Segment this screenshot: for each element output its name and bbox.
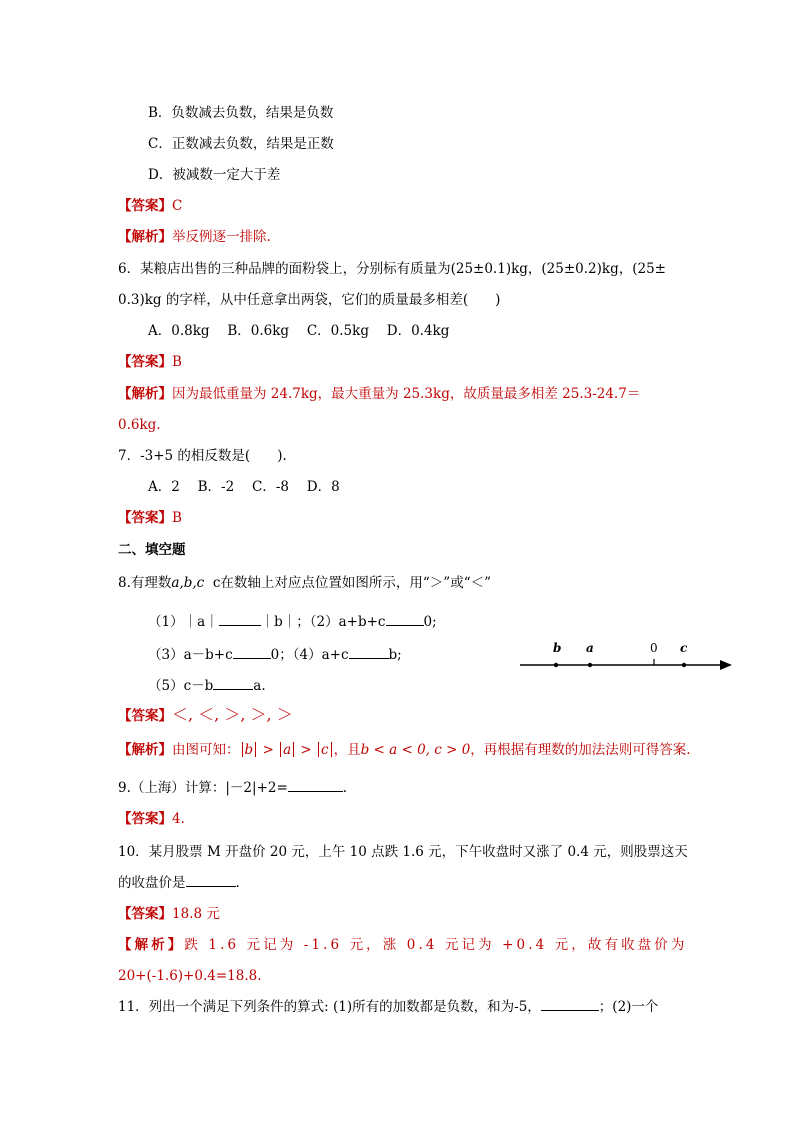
q8-p1a: （1）｜a｜	[148, 614, 219, 630]
q5-answer: C	[172, 198, 183, 214]
q10-analysis-line2: 20+(-1.6)+0.4=18.8.	[118, 968, 262, 984]
label-b: b	[553, 641, 562, 655]
q8-analysis-line	[118, 741, 691, 759]
q8-condition: b < a < 0, c > 0	[360, 742, 471, 758]
q5-option-c: C．正数减去负数，结果是正数	[148, 136, 334, 152]
q10-stem-line2	[118, 874, 240, 892]
answer-label: 【答案】	[118, 354, 172, 370]
q8-p3a: （5）c－b	[148, 678, 214, 694]
q8-stem-pre: 8.有理数	[118, 575, 172, 591]
q8-blank-4[interactable]	[349, 646, 389, 659]
q5-option-d: D．被减数一定大于差	[148, 167, 281, 183]
analysis-label: 【解析】	[118, 742, 172, 758]
q7-answer: B	[172, 510, 182, 526]
gt-2: >	[300, 742, 312, 758]
q8-part1	[148, 613, 437, 631]
number-line-figure	[520, 635, 735, 680]
q6-stem-line1: 6．某粮店出售的三种品牌的面粉袋上，分别标有质量为(25±0.1)kg，(25±0.2)kg，(25±	[118, 261, 666, 277]
section-title-fill-blank: 二、填空题	[118, 542, 186, 558]
q7-answer-line	[118, 509, 182, 527]
q8-blank-2[interactable]	[386, 613, 424, 626]
q8-stem-or: ”或“	[443, 575, 471, 591]
q8-p2a: （3）a－b+c	[148, 647, 233, 663]
abs-c: c	[321, 742, 329, 758]
q11-blank-1[interactable]	[541, 998, 599, 1011]
q8-stem-vars: a,b,c	[171, 575, 205, 591]
q7-stem: 7．-3+5 的相反数是( ).	[118, 448, 287, 464]
answer-label: 【答案】	[118, 510, 172, 526]
answer-label: 【答案】	[118, 906, 172, 922]
q6-analysis-line1	[118, 385, 640, 403]
answer-label: 【答案】	[118, 198, 172, 214]
q8-p3b: a.	[253, 678, 266, 694]
q6-options: A．0.8kg B．0.6kg C．0.5kg D．0.4kg	[148, 323, 450, 339]
q6-stem-line2: 0.3)kg 的字样，从中任意拿出两袋，它们的质量最多相差( )	[118, 292, 501, 308]
q10-stem-end: .	[235, 875, 240, 891]
q8-blank-3[interactable]	[233, 646, 271, 659]
q6-analysis-line2: 0.6kg.	[118, 417, 161, 433]
label-zero: 0	[650, 641, 658, 655]
q10-answer-line	[118, 905, 220, 923]
q11-stem-line	[118, 998, 658, 1016]
point-a	[588, 663, 592, 667]
q8-p1b: ｜b｜；（2）a+b+c	[260, 614, 386, 630]
q5-analysis: 举反例逐一排除.	[172, 229, 271, 245]
q9-blank[interactable]	[288, 779, 343, 792]
point-c	[682, 663, 686, 667]
q8-analysis-mid: ，且	[333, 742, 361, 758]
q10-blank[interactable]	[186, 874, 236, 887]
q10-analysis-1: 跌 1.6 元记为 -1.6 元，涨 0.4 元记为 +0.4 元，故有收盘价为	[184, 937, 688, 953]
q8-stem-mid: c在数轴上对应点位置如图所示，用“	[212, 575, 430, 591]
q9-answer-line	[118, 810, 185, 828]
point-b	[554, 663, 558, 667]
q9-stem-line	[118, 779, 347, 797]
q9-stem: 9.（上海）计算：|－2|+2=	[118, 780, 288, 796]
q8-blank-1[interactable]	[219, 613, 261, 626]
q5-answer-line	[118, 197, 182, 215]
abs-a: a	[283, 742, 292, 758]
q8-gt: ＞	[429, 575, 444, 591]
q8-p2b: 0；（4）a+c	[270, 647, 349, 663]
q9-answer: 4.	[172, 811, 185, 827]
analysis-label: 【解析】	[118, 386, 172, 402]
q6-analysis-1: 因为最低重量为 24.7kg，最大重量为 25.3kg，故质量最多相差 25.3-24.7＝	[172, 386, 641, 402]
q6-answer: B	[172, 354, 182, 370]
q8-answer: ＜, ＜, ＞, ＞, ＞	[172, 705, 293, 724]
q8-stem	[118, 574, 491, 592]
arrow-right-icon	[720, 660, 732, 670]
q10-answer: 18.8 元	[172, 906, 220, 922]
gt-1: >	[262, 742, 274, 758]
label-c: c	[680, 641, 688, 655]
abs-b: b	[244, 742, 254, 758]
q8-analysis-end: ，再根据有理数的加法法则可得答案.	[470, 742, 691, 758]
q9-stem-end: .	[342, 780, 348, 796]
q10-analysis-line1	[118, 936, 688, 954]
q5-option-b: B．负数减去负数，结果是负数	[148, 105, 334, 121]
answer-label: 【答案】	[118, 811, 172, 827]
q7-options: A．2 B．-2 C．-8 D．8	[148, 479, 340, 495]
q8-answer-line	[118, 706, 293, 725]
q8-part2	[148, 646, 402, 664]
label-a: a	[586, 641, 594, 655]
q8-p1c: 0;	[423, 614, 437, 630]
q11-stem-end: ；(2)一个	[598, 999, 659, 1015]
analysis-label: 【解析】	[118, 937, 185, 953]
q8-lt: ＜	[470, 575, 485, 591]
q6-answer-line	[118, 353, 182, 371]
q5-analysis-line	[118, 228, 271, 246]
q8-analysis-pre: 由图可知：	[172, 742, 240, 758]
q11-stem-pre: 11．列出一个满足下列条件的算式: (1)所有的加数都是负数，和为-5，	[118, 999, 541, 1015]
q8-p2c: b;	[388, 647, 402, 663]
analysis-label: 【解析】	[118, 229, 172, 245]
q10-stem-line1: 10．某月股票 M 开盘价 20 元，上午 10 点跌 1.6 元，下午收盘时又涨了 0.4 元，则股票这天	[118, 844, 688, 860]
q8-blank-5[interactable]	[213, 677, 253, 690]
q10-stem-line2-pre: 的收盘价是	[118, 875, 186, 891]
q8-part3	[148, 677, 266, 695]
q8-stem-end: ”	[484, 575, 492, 591]
answer-label: 【答案】	[118, 708, 172, 724]
